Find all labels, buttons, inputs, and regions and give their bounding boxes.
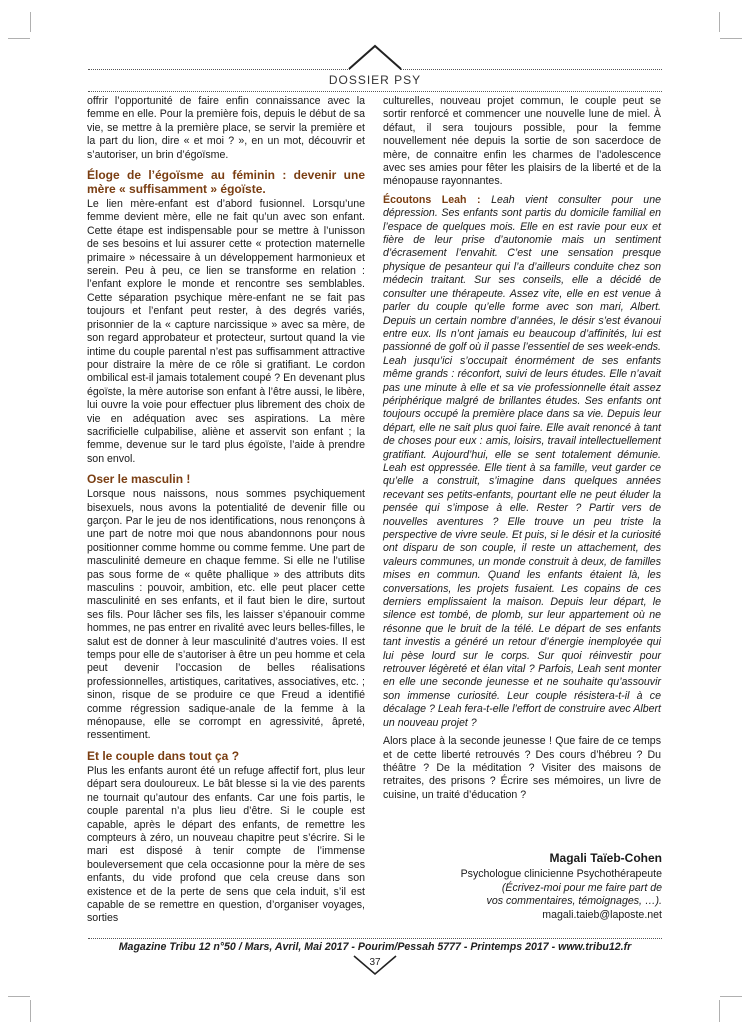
header-rule-bottom — [88, 91, 662, 92]
crop-mark — [8, 38, 30, 39]
author-email[interactable]: magali.taieb@laposte.net — [542, 908, 662, 921]
right-column — [383, 95, 661, 807]
subheading: Et le couple dans tout ça ? — [87, 748, 240, 763]
crop-mark — [719, 1000, 720, 1022]
footer-rule — [88, 938, 662, 939]
subheading: Éloge de l’égoïsme au féminin : devenir une mère « suffisamment » égoïste. — [87, 168, 365, 197]
crop-mark — [8, 996, 30, 997]
case-study-text: Leah vient consulter pour une dépression. Ses enfants sont partis du domicile familial en l’espace de quelques mois. Elle en est ravie pour eux et fière de leur prise d’autonomie mais un sentiment d’écrasement l’envahit. C’est une sensation presque physique de pesanteur qui l’a d’ailleurs conduite chez son médecin traitant. Sur ses conseils, elle a décidé de consulter une thérapeute. Assez vite, elle en est venue à parler du couple qu’elle forme avec son mari, Albert. Depuis un certain nombre d’années, le désir s’est évanoui entre eux. Ils n’ont jamais eu beaucoup d’affinités, lui est passionné de golf où il passe l’essentiel de ses week-ends. Leah jusqu’ici s’occupait énormément de ses enfants même grands : réconfort, suivi de leurs études. Elle n’avait pas une minute à elle et sa vie professionnelle était assez périphérique malgré de brillantes études. Ses enfants ont toujours occupé la première place dans sa vie. Depuis leur départ, elle ne sait plus quoi faire. Elle avait renoncé à tant de choses pour eux : amis, loisirs, travail intellectuellement gratifiant. Aujourd’hui, elle se sent totalement démunie. Leah est oppressée. Elle tient à sa famille, veut garder ce qu’elle a construit, s’imagine dans quelques années recevant ses petits-enfants, pourtant elle ne peut éluder la pensée qui s’impose à elle. Rester ? Partir vers de nouvelles aventures ? Elle trouve un peu triste la perspective de vivre seule. Et puis, si le désir et la curiosité ont disparu de son couple, il reste un attachement, des valeurs communes, un monde construit à deux, de familles mises en commun. Quand les enfants étaient là, les conversations, les projets fusaient. Les copains de ces derniers emplissaient la maison. Depuis leur départ, le silence est tombé, de plomb, sur leur appartement où ne résonne que le bruit de la télé. Le départ de ses enfants tant investis a généré un retour d’énergie inemployée qui lui pèse lourd sur le corps. Sur quoi réinvestir pour retrouver légèreté et élan vital ? Parfois, Leah sent monter en elle une seconde jeunesse et ne souhaite qu’assouvir son immense curiosité. Leur couple résistera-t-il à ce décalage ? Leah fera-t-elle l’effort de construire avec Albert un nouveau projet ? — [383, 193, 661, 729]
paragraph: Plus les enfants auront été un refuge affectif fort, plus leur départ sera douloureux. Le bât blesse si la vie des parents ne tournait qu’autour des enfants. Car une fois partis, le couple parental n’a plus lieu d’être. Si le couple est capable, après le départ des enfants, de remettre les compteurs à zéro, un nouveau chapitre peut s’écrire. Si le mari est disposé à tenir compte de l’immense bouleversement que cela occasionne pour la mère de ses enfants, du vide profond que cela creuse dans son existence et de la perte de sens que cela induit, s’il est capable de se remettre en question, d’organiser voyages, sorties — [87, 764, 365, 925]
case-study-lead: Écoutons Leah : — [383, 193, 492, 206]
author-note-line1: (Écrivez-moi pour me faire part de — [501, 881, 662, 894]
section-tag: DOSSIER PSY — [328, 73, 422, 87]
crop-mark — [719, 12, 720, 32]
paragraph: culturelles, nouveau projet commun, le couple peut se sortir renforcé et commencer une nouvelle lune de miel. À défaut, il sera toujours possible, pour la femme nouvellement née depuis la sortie de son sacerdoce de mère, de connaitre enfin les charmes de l’adolescence avec ses amies pour fêter les plaisirs de la liberté et de la ménopause rayonnantes. — [383, 95, 661, 188]
paragraph: Lorsque nous naissons, nous sommes psychiquement bisexuels, nous avons la potentialité de devenir fille ou garçon. Par le jeu de nos identifications, nous renonçons à une part de notre moi que nous abandonnons pour nous positionner comme homme ou comme femme. Une part de masculinité demeure en chaque femme. Si elle ne l’utilise pas sous forme de « quête phallique » des attributs dits masculins : pouvoir, ambition, etc. elle peut placer cette masculinité en ses enfants, et il faut bien le dire, surtout ses fils. Pour lâcher ses fils, les laisser s’épanouir comme hommes, ne pas entrer en rivalité avec leurs belles-filles, le salut est de donner à leur masculinité d’autres voies. Il est temps pour elle de s’autoriser à être un peu homme et cela peut devenir l’occasion de belles réalisations professionnelles, artistiques, caritatives, associatives, etc. ; sinon, risque de se produire ce que Freud a identifié comme régression sadique-anale de la femme à la ménopause, elle se corrompt en agressivité, âpreté, ressentiment. — [87, 488, 365, 742]
paragraph: offrir l’opportunité de faire enfin connaissance avec la femme en elle. Pour la première fois, depuis le début de sa vie, se mettre à la première place, se servir la première et la part du lion, dire « et moi ? », en un mot, découvrir et s’autoriser, un brin d’égoïsme. — [87, 95, 365, 161]
footer-text: Magazine Tribu 12 n°50 / Mars, Avril, Mai 2017 - Pourim/Pessah 5777 - Printemps 2017 - www.tribu12.fr — [118, 941, 632, 953]
header-triangle-icon — [345, 43, 405, 71]
author-name: Magali Taïeb-Cohen — [549, 851, 662, 865]
paragraph: Alors place à la seconde jeunesse ! Que faire de ce temps et de cette liberté retrouvés ? Des cours d’hébreu ? Du théâtre ? De la méditation ? Visiter des maisons de retraites, des prisons ? Écrire ses mémoires, un livre de cuisine, un traité d’éducation ? — [383, 735, 661, 801]
crop-mark — [720, 38, 742, 39]
author-note-line2: vos commentaires, témoignages, …). — [486, 895, 662, 908]
author-signature — [461, 852, 662, 922]
left-column — [87, 95, 365, 931]
case-study — [383, 194, 661, 730]
paragraph: Le lien mère-enfant est d’abord fusionnel. Lorsqu’une femme devient mère, elle ne fait qu’un avec son enfant. Cette étape est indispensable pour se mettre à l’unisson de ses besoins et lui assurer cette « protection maternelle primaire » nécessaire à un développement harmonieux et serein. Peu à peu, ce lien se transforme en relation : l’enfant explore le monde et rencontre ses semblables. Cette séparation psychique mère-enfant ne se fait pas toujours et l’enfant peut rester, à des degrés variés, prisonnier de la « capture narcissique » avec sa mère, de son regard approbateur et protecteur, surtout quand la vie intime du couple parental n’est pas suffisamment attractive pour distraire la mère de ce rôle si gratifiant. Le cordon ombilical est-il jamais totalement coupé ? En devenant plus égoïste, la mère autorise son enfant à l’être aussi, le libère, lui ouvre la voie pour effectuer plus librement des choix de vie en adéquation avec ses aspirations. La mère sacrificielle culpabilise, aliène et asservit son enfant ; la femme, devenue sur le tard plus égoïste, l’aide à prendre son envol. — [87, 198, 365, 465]
crop-mark — [720, 996, 742, 997]
crop-mark — [30, 12, 31, 32]
header-rule-left — [88, 69, 350, 70]
page-number: 37 — [369, 957, 381, 968]
crop-mark — [30, 1000, 31, 1022]
author-title: Psychologue clinicienne Psychothérapeute — [460, 868, 662, 881]
subheading: Oser le masculin ! — [87, 472, 191, 487]
header-rule-right — [400, 69, 662, 70]
